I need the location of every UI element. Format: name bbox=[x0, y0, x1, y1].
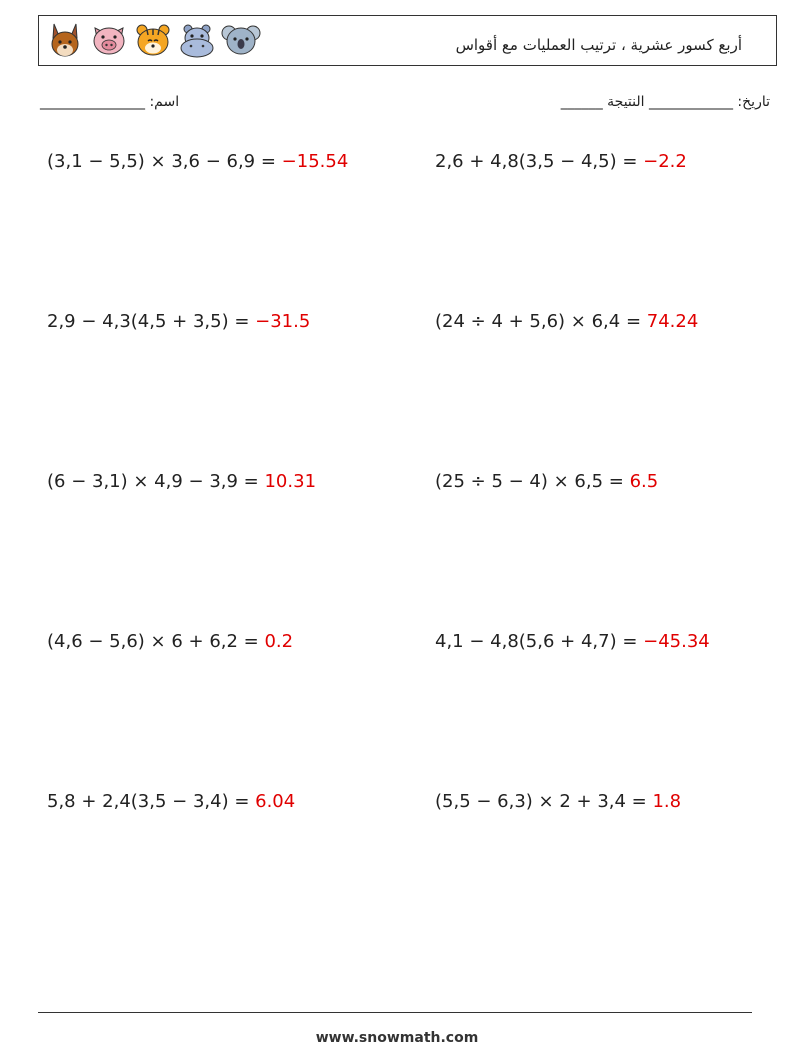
date-result-field: تاريخ: ____________ النتيجة ______ bbox=[560, 94, 770, 110]
problem-expression: 2,6 + 4,8(3,5 − 4,5) = bbox=[435, 151, 644, 172]
header-box bbox=[38, 15, 777, 66]
name-field: اسم: _______________ bbox=[40, 94, 180, 110]
problem-2 bbox=[435, 151, 687, 172]
problem-9 bbox=[47, 791, 295, 812]
problem-expression: 4,1 − 4,8(5,6 + 4,7) = bbox=[435, 631, 644, 652]
problem-expression: 2,9 − 4,3(4,5 + 3,5) = bbox=[47, 311, 256, 332]
hippo-icon bbox=[177, 20, 217, 60]
problem-1 bbox=[47, 151, 348, 172]
problem-answer: 0.2 bbox=[264, 631, 294, 652]
problem-answer: −45.34 bbox=[643, 631, 710, 652]
footer-divider bbox=[38, 1012, 752, 1013]
problem-answer: 6.04 bbox=[255, 791, 296, 812]
fox-icon bbox=[45, 20, 85, 60]
footer-url[interactable]: www.snowmath.com bbox=[315, 1030, 479, 1046]
problem-answer: −2.2 bbox=[643, 151, 687, 172]
problem-answer: 1.8 bbox=[652, 791, 682, 812]
problem-answer: 10.31 bbox=[264, 471, 317, 492]
worksheet-title: أربع كسور عشرية ، ترتيب العمليات مع أقواس bbox=[455, 36, 742, 54]
problem-expression: (3,1 − 5,5) × 3,6 − 6,9 = bbox=[47, 151, 282, 172]
animal-icons bbox=[45, 20, 261, 60]
problem-expression: (24 ÷ 4 + 5,6) × 6,4 = bbox=[435, 311, 647, 332]
problem-7 bbox=[47, 631, 293, 652]
problem-3 bbox=[47, 311, 310, 332]
problem-expression: (25 ÷ 5 − 4) × 6,5 = bbox=[435, 471, 630, 492]
koala-icon bbox=[221, 20, 261, 60]
tiger-icon bbox=[133, 20, 173, 60]
problem-answer: 74.24 bbox=[646, 311, 699, 332]
problem-expression: (5,5 − 6,3) × 2 + 3,4 = bbox=[435, 791, 653, 812]
pig-icon bbox=[89, 20, 129, 60]
problem-4 bbox=[435, 311, 698, 332]
problem-8 bbox=[435, 631, 710, 652]
problem-expression: (6 − 3,1) × 4,9 − 3,9 = bbox=[47, 471, 265, 492]
problem-answer: −15.54 bbox=[281, 151, 349, 172]
problem-10 bbox=[435, 791, 681, 812]
problem-answer: 6.5 bbox=[629, 471, 659, 492]
problem-expression: (4,6 − 5,6) × 6 + 6,2 = bbox=[47, 631, 265, 652]
problem-6 bbox=[435, 471, 658, 492]
problem-5 bbox=[47, 471, 316, 492]
problem-expression: 5,8 + 2,4(3,5 − 3,4) = bbox=[47, 791, 256, 812]
problem-answer: −31.5 bbox=[255, 311, 311, 332]
